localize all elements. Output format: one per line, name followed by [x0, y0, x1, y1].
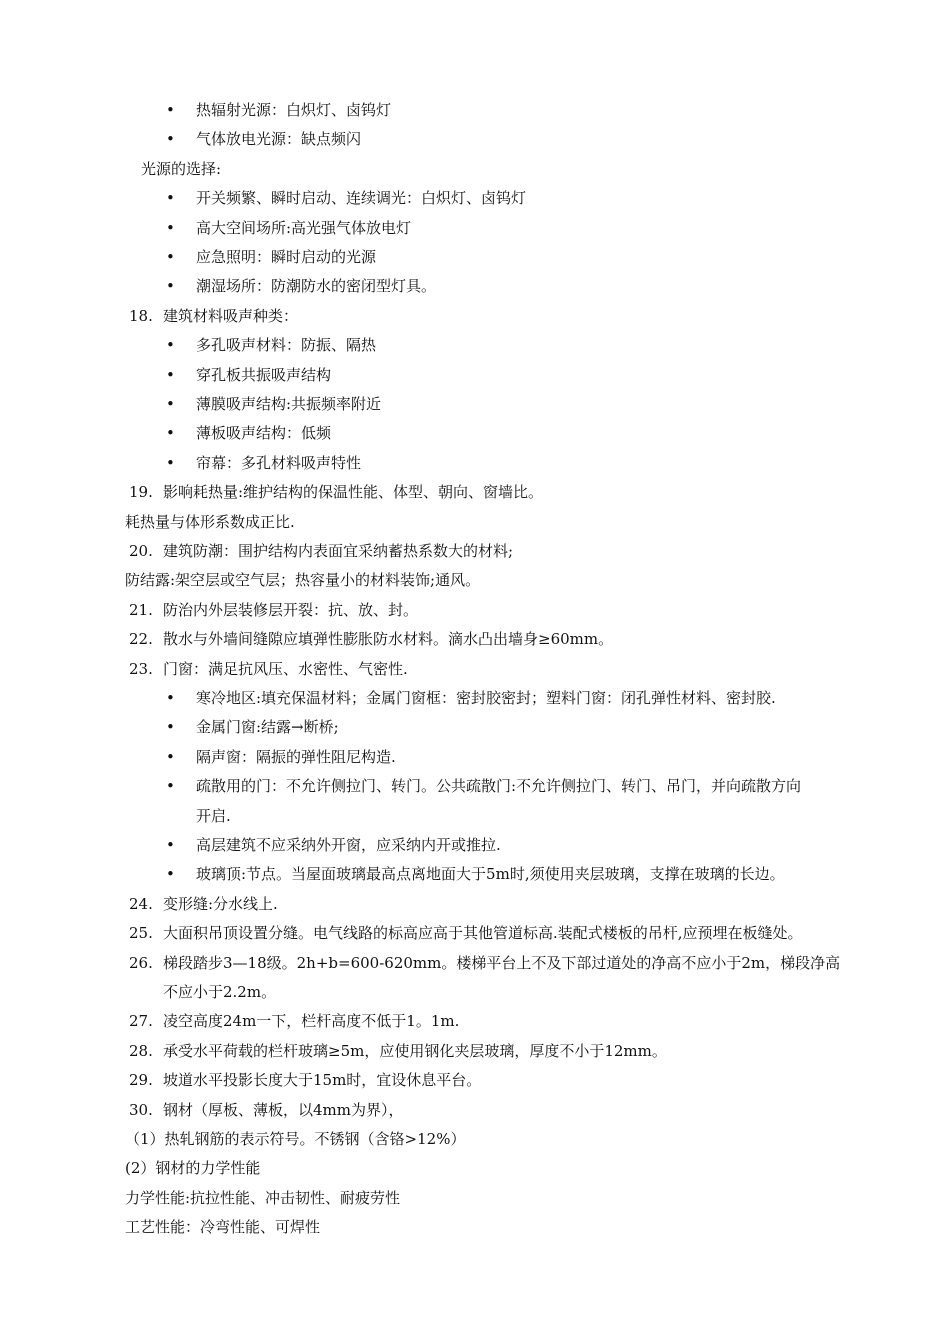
numbered-item: [0, 596, 950, 625]
bullet-item: [0, 96, 950, 125]
bullet-text: 潮湿场所：防潮防水的密闭型灯具。: [196, 277, 437, 296]
item-number: 27.: [129, 1012, 153, 1031]
bullet-text: 开关频繁、瞬时启动、连续调光：白炽灯、卤钨灯: [196, 189, 527, 208]
bullet-item: [0, 214, 950, 243]
bullet-text: 高大空间场所:高光强气体放电灯: [196, 218, 412, 237]
item-number: 24.: [129, 894, 153, 913]
bullet-item: [0, 449, 950, 478]
bullet-icon: •: [166, 248, 175, 266]
item-number: 29.: [129, 1071, 153, 1090]
bullet-text: 高层建筑不应采纳外开窗，应采纳内开或推拉.: [196, 836, 501, 854]
item-text: 大面积吊顶设置分缝。电气线路的标高应高于其他管道标高.装配式楼板的吊杆,应预埋在板缝处。: [163, 924, 803, 943]
numbered-item: [0, 655, 950, 684]
bullet-text: 寒冷地区:填充保温材料；金属门窗框：密封胶密封；塑料门窗：闭孔弹性材料、密封胶.: [196, 689, 776, 707]
bullet-text: 多孔吸声材料：防振、隔热: [196, 336, 377, 355]
bullet-text: 薄膜吸声结构:共振频率附近: [196, 395, 382, 413]
bullet-icon: •: [166, 218, 175, 237]
bullet-item: [0, 713, 950, 742]
bullet-icon: •: [166, 689, 175, 707]
bullet-item: [0, 390, 950, 419]
numbered-item: [0, 1096, 950, 1125]
bullet-text: 穿孔板共振吸声结构: [196, 365, 332, 384]
paragraph-text: (2）钢材的力学性能: [125, 1159, 261, 1178]
numbered-item: [0, 949, 950, 978]
bullet-item: [0, 772, 950, 801]
paragraph-line: [0, 1184, 950, 1213]
heading-text: 光源的选择:: [141, 159, 222, 178]
numbered-item: [0, 890, 950, 919]
paragraph-line: [0, 508, 950, 537]
numbered-item: [0, 478, 950, 507]
bullet-item: [0, 184, 950, 213]
item-text: 变形缝:分水线上.: [163, 894, 278, 913]
numbered-item: [0, 919, 950, 948]
bullet-icon: •: [166, 101, 175, 119]
paragraph-line: [0, 566, 950, 595]
bullet-text: 玻璃顶:节点。当屋面玻璃最高点离地面大于5m时,须使用夹层玻璃，支撑在玻璃的长边。: [196, 865, 785, 884]
bullet-item: [0, 331, 950, 360]
bullet-icon: •: [166, 718, 175, 737]
bullet-text: 开启.: [196, 806, 231, 825]
bullet-item: [0, 831, 950, 860]
paragraph-line: [0, 1213, 950, 1242]
bullet-icon: •: [166, 424, 175, 443]
item-text: 建筑材料吸声种类：: [163, 306, 299, 325]
item-text: 门窗：满足抗风压、水密性、气密性.: [163, 659, 408, 678]
item-text: 散水与外墙间缝隙应填弹性膨胀防水材料。滴水凸出墙身≥60mm。: [163, 630, 614, 649]
bullet-icon: •: [166, 865, 175, 884]
item-number: 23.: [129, 659, 153, 678]
bullet-item: [0, 743, 950, 772]
item-text: 建筑防潮：围护结构内表面宜采纳蓄热系数大的材料;: [163, 542, 514, 560]
bullet-icon: •: [166, 777, 175, 796]
numbered-item: [0, 1066, 950, 1095]
bullet-text: 气体放电光源：缺点频闪: [196, 130, 362, 149]
bullet-item: [0, 243, 950, 272]
bullet-text: 应急照明：瞬时启动的光源: [196, 248, 377, 266]
paragraph-text: 工艺性能：冷弯性能、可焊性: [125, 1218, 321, 1237]
paragraph-text: 防结露:架空层或空气层；热容量小的材料装饰;通风。: [125, 571, 481, 590]
bullet-text: 金属门窗:结露→断桥;: [196, 718, 339, 737]
bullet-text: 热辐射光源：白炽灯、卤钨灯: [196, 101, 392, 119]
numbered-item: [0, 302, 950, 331]
bullet-icon: •: [166, 395, 175, 413]
item-number: 28.: [129, 1041, 153, 1060]
item-text: 防治内外层装修层开裂：抗、放、封。: [163, 600, 419, 619]
item-number: 26.: [129, 953, 153, 972]
bullet-text: 疏散用的门：不允许侧拉门、转门。公共疏散门:不允许侧拉门、转门、吊门，并向疏散方向: [196, 777, 802, 796]
bullet-item: [0, 125, 950, 154]
item-text: 影响耗热量:维护结构的保温性能、体型、朝向、窗墙比。: [163, 483, 544, 502]
bullet-text: 隔声窗：隔振的弹性阻尼构造.: [196, 747, 396, 766]
bullet-item: [0, 419, 950, 448]
paragraph-line: [0, 1125, 950, 1154]
paragraph-line: [0, 1154, 950, 1183]
bullet-icon: •: [166, 189, 175, 208]
item-number: 22.: [129, 630, 153, 649]
item-text: 承受水平荷载的栏杆玻璃≥5m，应使用钢化夹层玻璃，厚度不小于12mm。: [163, 1041, 667, 1060]
bullet-item: [0, 272, 950, 301]
bullet-continuation: [0, 802, 950, 831]
bullet-icon: •: [166, 747, 175, 766]
item-number: 25.: [129, 924, 153, 943]
item-number: 18.: [129, 306, 153, 325]
bullet-icon: •: [166, 130, 175, 149]
paragraph-text: 耗热量与体形系数成正比.: [125, 512, 295, 531]
bullet-item: [0, 684, 950, 713]
bullet-icon: •: [166, 836, 175, 854]
item-text: 凌空高度24m一下，栏杆高度不低于1。1m.: [163, 1012, 460, 1031]
item-text: 坡道水平投影长度大于15m时，宜设休息平台。: [163, 1071, 482, 1090]
numbered-item: [0, 625, 950, 654]
item-number: 30.: [129, 1100, 153, 1119]
item-text: 不应小于2.2m。: [163, 983, 277, 1001]
bullet-icon: •: [166, 336, 175, 355]
numbered-item: [0, 1007, 950, 1036]
numbered-continuation: [0, 978, 950, 1007]
section-heading: [0, 155, 950, 184]
bullet-text: 薄板吸声结构：低频: [196, 424, 332, 443]
item-text: 梯段踏步3—18级。2h+b=600-620mm。楼梯平台上不及下部过道处的净高不应小于2m，梯段净高: [163, 953, 841, 972]
item-number: 19.: [129, 483, 153, 502]
numbered-item: [0, 537, 950, 566]
bullet-icon: •: [166, 453, 175, 472]
item-text: 钢材（厚板、薄板，以4mm为界），: [163, 1100, 404, 1119]
bullet-icon: •: [166, 365, 175, 384]
bullet-item: [0, 361, 950, 390]
paragraph-text: 力学性能:抗拉性能、冲击韧性、耐疲劳性: [125, 1188, 401, 1207]
item-number: 20.: [129, 542, 153, 560]
bullet-icon: •: [166, 277, 175, 296]
paragraph-text: （1）热轧钢筋的表示符号。不锈钢（含铬>12%）: [125, 1130, 466, 1148]
item-number: 21.: [129, 600, 153, 619]
numbered-item: [0, 1037, 950, 1066]
bullet-text: 帘幕：多孔材料吸声特性: [196, 453, 362, 472]
bullet-item: [0, 860, 950, 889]
